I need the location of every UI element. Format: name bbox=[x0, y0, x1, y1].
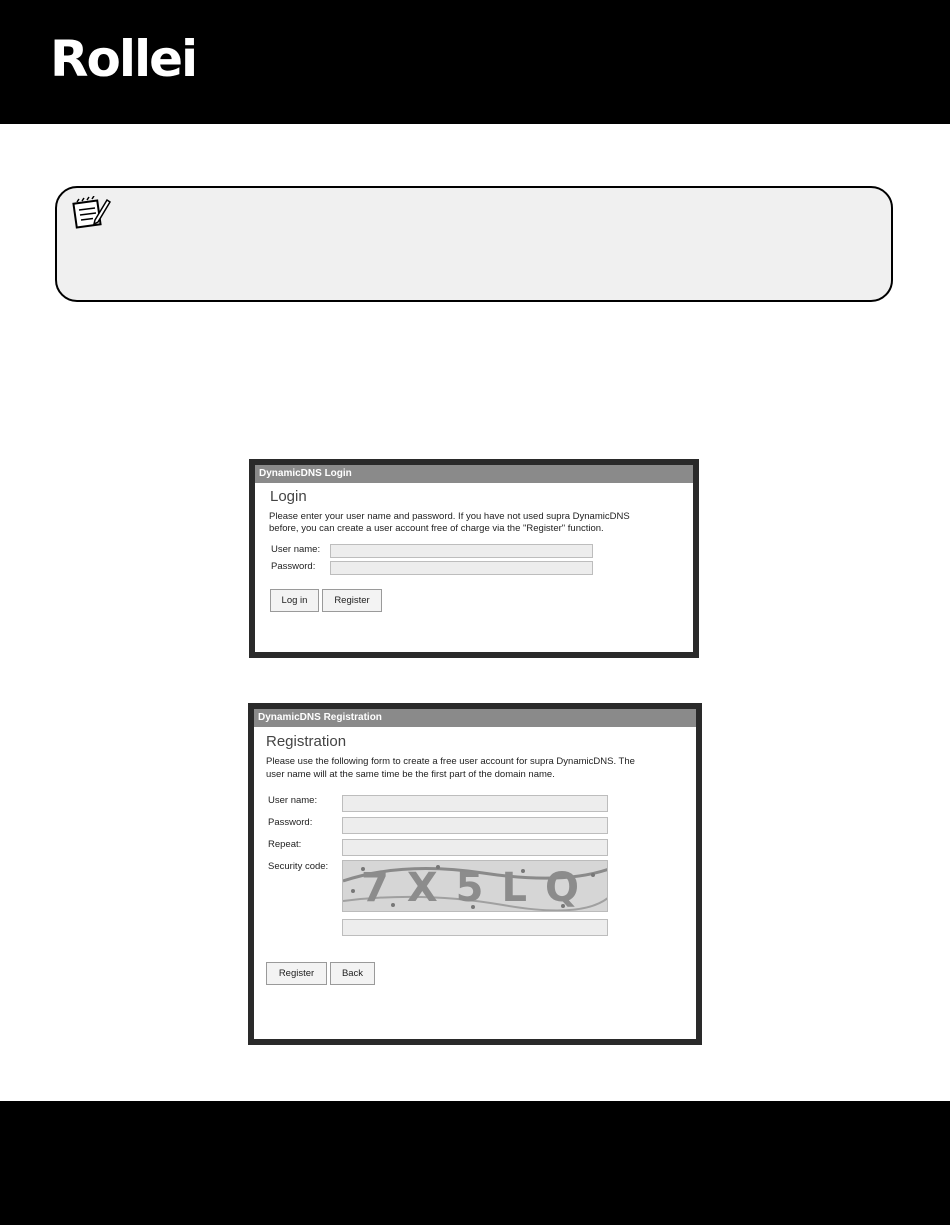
login-heading: Login bbox=[270, 488, 307, 505]
login-button[interactable]: Log in bbox=[270, 589, 319, 612]
login-window bbox=[249, 459, 699, 658]
registration-repeat-input[interactable] bbox=[342, 839, 608, 856]
captcha-text: 7X5LQ bbox=[361, 865, 597, 911]
login-password-input[interactable] bbox=[330, 561, 593, 575]
registration-heading: Registration bbox=[266, 733, 347, 750]
registration-repeat-label: Repeat: bbox=[268, 839, 302, 850]
registration-security-label: Security code: bbox=[268, 861, 329, 872]
login-description-line1: Please enter your user name and password. If you have not used supra DynamicDNS bbox=[269, 511, 630, 522]
registration-username-label: User name: bbox=[268, 795, 318, 806]
registration-password-input[interactable] bbox=[342, 817, 608, 834]
login-password-label: Password: bbox=[271, 561, 316, 572]
note-box bbox=[55, 186, 893, 302]
login-window-title: DynamicDNS Login bbox=[255, 465, 693, 483]
captcha-image bbox=[342, 860, 608, 912]
registration-description-line1: Please use the following form to create a free user account for supra DynamicDNS. The bbox=[266, 756, 635, 767]
registration-window bbox=[248, 703, 702, 1045]
brand-logo: Rollei bbox=[50, 30, 197, 88]
registration-back-button[interactable]: Back bbox=[330, 962, 375, 985]
security-code-input[interactable] bbox=[342, 919, 608, 936]
notepad-pencil-icon bbox=[71, 196, 111, 230]
registration-password-label: Password: bbox=[268, 817, 313, 828]
login-username-input[interactable] bbox=[330, 544, 593, 558]
login-register-button[interactable]: Register bbox=[322, 589, 382, 612]
login-description-line2: before, you can create a user account free of charge via the "Register" function. bbox=[269, 523, 604, 534]
header-bar bbox=[0, 0, 950, 124]
registration-description-line2: user name will at the same time be the first part of the domain name. bbox=[266, 769, 555, 780]
registration-register-button[interactable]: Register bbox=[266, 962, 327, 985]
registration-username-input[interactable] bbox=[342, 795, 608, 812]
login-username-label: User name: bbox=[271, 544, 321, 555]
registration-window-title: DynamicDNS Registration bbox=[254, 709, 696, 727]
footer-bar bbox=[0, 1101, 950, 1225]
